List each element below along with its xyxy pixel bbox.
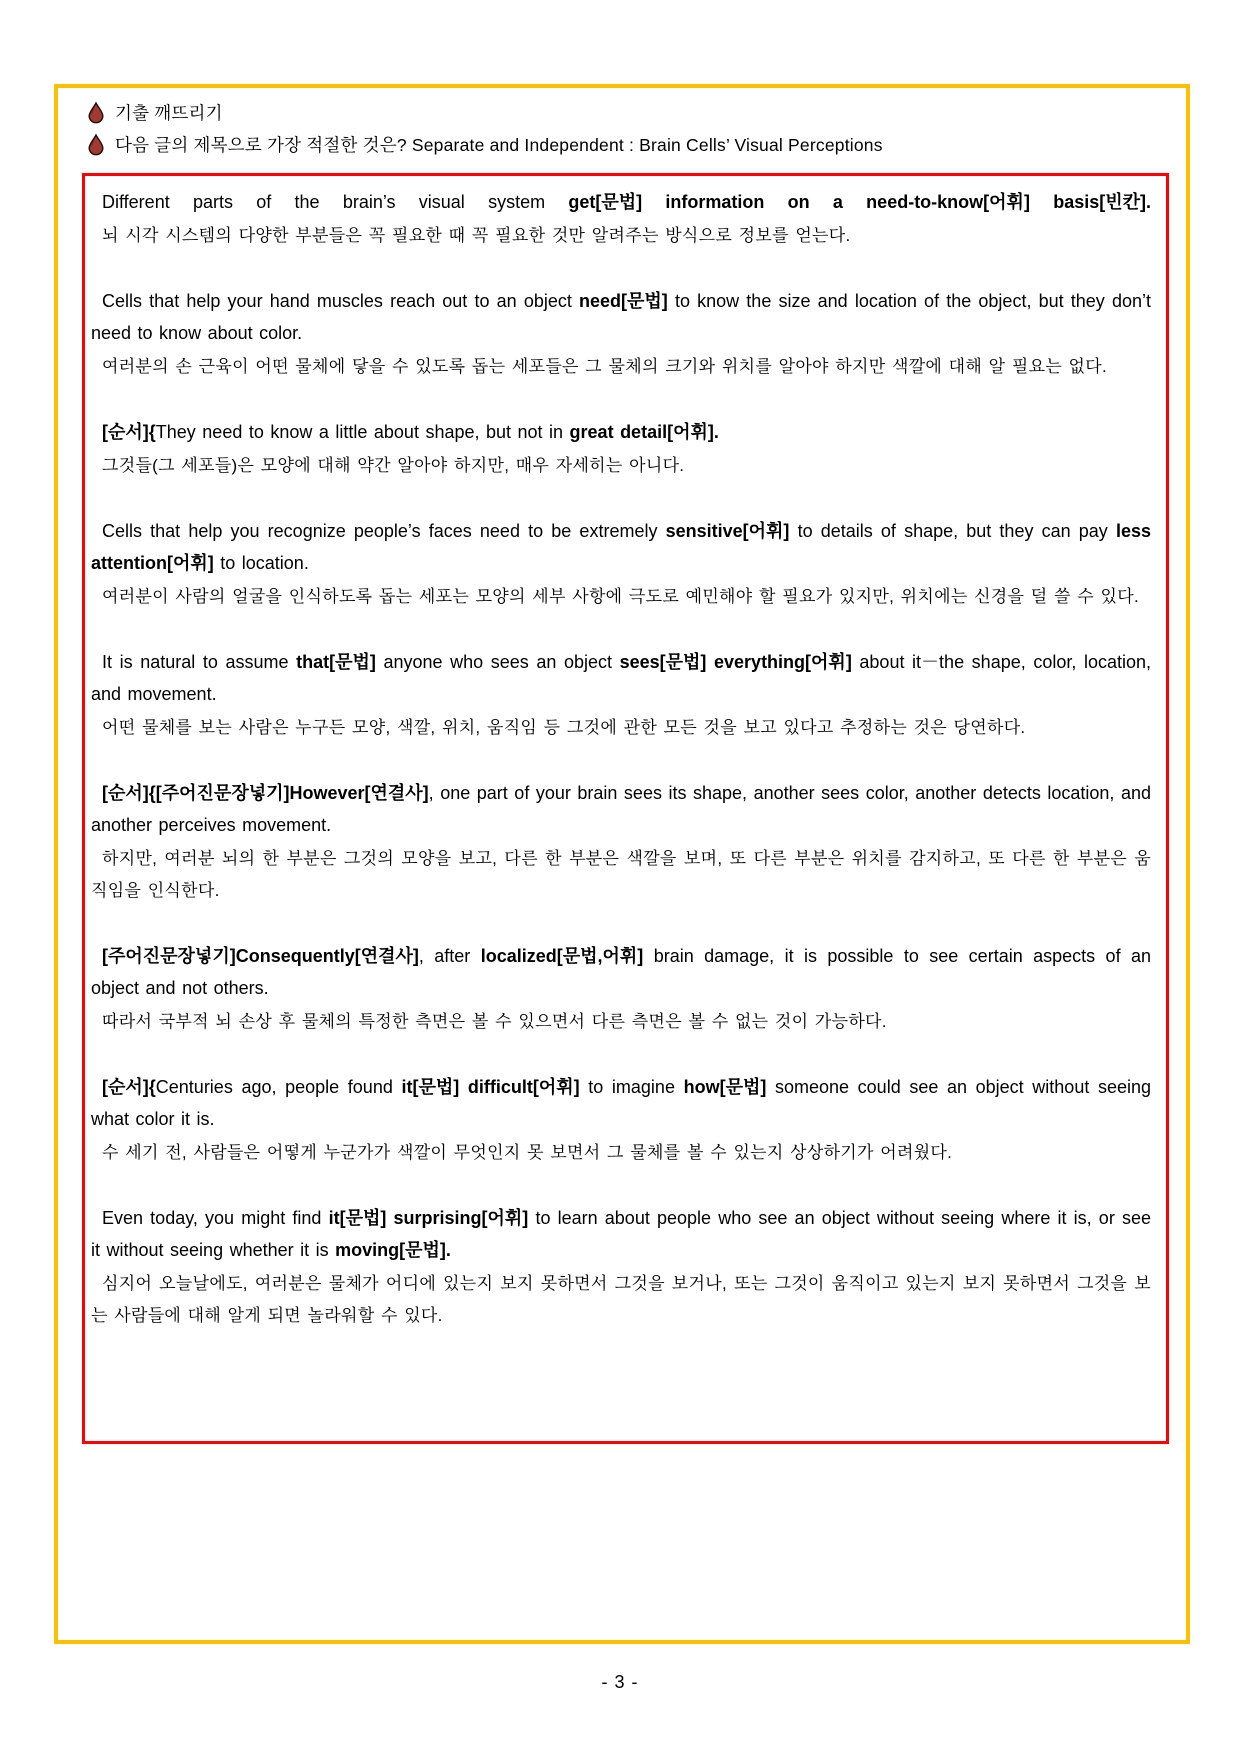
korean-translation: 뇌 시각 시스템의 다양한 부분들은 꼭 필요한 때 꼭 필요한 것만 알려주는 방식으로 정보를 얻는다. bbox=[102, 226, 851, 245]
passage bbox=[91, 186, 1151, 1332]
annotated-bold-text: need[문법] bbox=[579, 291, 668, 311]
english-sentence bbox=[91, 1071, 1151, 1135]
annotated-bold-text: sees[문법] everything[어휘] bbox=[619, 652, 852, 672]
english-text: someone could see an object without seeing what color it is. bbox=[91, 1077, 1152, 1129]
english-text: about it－the shape, color, location, and movement. bbox=[91, 652, 1151, 704]
red-drop-bullet-icon bbox=[88, 134, 104, 156]
english-sentence bbox=[91, 416, 1151, 448]
header-row-2 bbox=[88, 132, 883, 157]
english-sentence bbox=[91, 285, 1151, 349]
english-text: anyone who sees an object bbox=[375, 652, 620, 672]
annotated-bold-text: get[문법] information on a need-to-know[어휘] basis[빈칸]. bbox=[568, 192, 1152, 212]
english-text: Cells that help your hand muscles reach out to an object bbox=[102, 291, 580, 311]
passage-group bbox=[91, 1071, 1151, 1169]
annotated-bold-text: localized[문법,어휘] bbox=[480, 946, 644, 966]
english-text: to imagine bbox=[579, 1077, 684, 1097]
english-text: Cells that help you recognize people’s faces need to be extremely bbox=[102, 521, 666, 541]
english-text: Different parts of the brain’s visual system bbox=[102, 192, 569, 212]
english-text: to learn about people who see an object without seeing where it is, or see it without seeing whether it is bbox=[91, 1208, 1151, 1260]
english-text: to location. bbox=[213, 553, 309, 573]
page-number: - 3 - bbox=[601, 1672, 639, 1692]
passage-group bbox=[91, 515, 1151, 613]
red-drop-bullet-icon bbox=[88, 102, 104, 124]
passage-group bbox=[91, 646, 1151, 744]
english-text: It is natural to assume bbox=[102, 652, 297, 672]
annotated-bold-text: moving[문법]. bbox=[335, 1240, 451, 1260]
korean-translation: 여러분이 사람의 얼굴을 인식하도록 돕는 세포는 모양의 세부 사항에 극도로 예민해야 할 필요가 있지만, 위치에는 신경을 덜 쓸 수 있다. bbox=[102, 587, 1139, 606]
passage-group bbox=[91, 777, 1151, 907]
passage-group bbox=[91, 285, 1151, 383]
english-text: Centuries ago, people found bbox=[155, 1077, 402, 1097]
passage-group bbox=[91, 416, 1151, 482]
annotated-bold-text: [주어진문장넣기]Consequently[연결사] bbox=[102, 946, 419, 966]
korean-translation: 어떤 물체를 보는 사람은 누구든 모양, 색깔, 위치, 움직임 등 그것에 관한 모든 것을 보고 있다고 추정하는 것은 당연하다. bbox=[102, 718, 1026, 737]
english-text: to details of shape, but they can pay bbox=[789, 521, 1116, 541]
korean-translation: 하지만, 여러분 뇌의 한 부분은 그것의 모양을 보고, 다른 한 부분은 색깔을 보며, 또 다른 부분은 위치를 감지하고, 또 다른 한 부분은 움직임을 인식한다. bbox=[91, 849, 1151, 900]
passage-group bbox=[91, 1202, 1151, 1332]
passage-group bbox=[91, 940, 1151, 1038]
korean-translation: 심지어 오늘날에도, 여러분은 물체가 어디에 있는지 보지 못하면서 그것을 보거나, 또는 그것이 움직이고 있는지 보지 못하면서 그것을 보는 사람들에 대해 알게 되면 놀라워할 수 있다. bbox=[91, 1274, 1151, 1325]
annotated-bold-text: less attention[어휘] bbox=[91, 521, 1151, 573]
english-text: , after bbox=[418, 946, 481, 966]
korean-translation: 수 세기 전, 사람들은 어떻게 누군가가 색깔이 무엇인지 못 보면서 그 물체를 볼 수 있는지 상상하기가 어려웠다. bbox=[102, 1143, 953, 1162]
english-text: They need to know a little about shape, but not in bbox=[155, 422, 570, 442]
annotated-bold-text: that[문법] bbox=[296, 652, 376, 672]
english-text: Even today, you might find bbox=[102, 1208, 329, 1228]
korean-translation: 여러분의 손 근육이 어떤 물체에 닿을 수 있도록 돕는 세포들은 그 물체의 크기와 위치를 알아야 하지만 색깔에 대해 알 필요는 없다. bbox=[102, 357, 1108, 376]
section-title: 기출 깨뜨리기 bbox=[115, 103, 223, 123]
english-text: , one part of your brain sees its shape, another sees color, another detects location, and another perceives movement. bbox=[91, 783, 1151, 835]
english-sentence bbox=[91, 186, 1151, 218]
annotated-bold-text: it[문법] difficult[어휘] bbox=[401, 1077, 580, 1097]
question-prompt: 다음 글의 제목으로 가장 적절한 것은? Separate and Independent : Brain Cells’ Visual Perceptions bbox=[115, 135, 883, 155]
korean-translation: 그것들(그 세포들)은 모양에 대해 약간 알아야 하지만, 매우 자세히는 아니다. bbox=[102, 456, 685, 475]
annotated-bold-text: how[문법] bbox=[683, 1077, 767, 1097]
annotated-bold-text: [순서]{ bbox=[102, 1077, 156, 1097]
annotated-bold-text: [순서]{[주어진문장넣기]However[연결사] bbox=[102, 783, 429, 803]
english-text: to know the size and location of the object, but they don’t need to know about color. bbox=[91, 291, 1151, 343]
english-text: brain damage, it is possible to see certain aspects of an object and not others. bbox=[91, 946, 1151, 998]
english-sentence bbox=[91, 515, 1151, 579]
annotated-bold-text: it[문법] surprising[어휘] bbox=[328, 1208, 529, 1228]
annotated-bold-text: [순서]{ bbox=[102, 422, 156, 442]
english-sentence bbox=[91, 777, 1151, 841]
english-sentence bbox=[91, 646, 1151, 710]
korean-translation: 따라서 국부적 뇌 손상 후 물체의 특정한 측면은 볼 수 있으면서 다른 측면은 볼 수 없는 것이 가능하다. bbox=[102, 1012, 887, 1031]
passage-box bbox=[82, 173, 1169, 1444]
header-row-1 bbox=[88, 100, 223, 125]
english-sentence bbox=[91, 1202, 1151, 1266]
annotated-bold-text: great detail[어휘]. bbox=[569, 422, 719, 442]
passage-group bbox=[91, 186, 1151, 252]
english-sentence bbox=[91, 940, 1151, 1004]
annotated-bold-text: sensitive[어휘] bbox=[665, 521, 790, 541]
page-frame bbox=[54, 84, 1190, 1644]
